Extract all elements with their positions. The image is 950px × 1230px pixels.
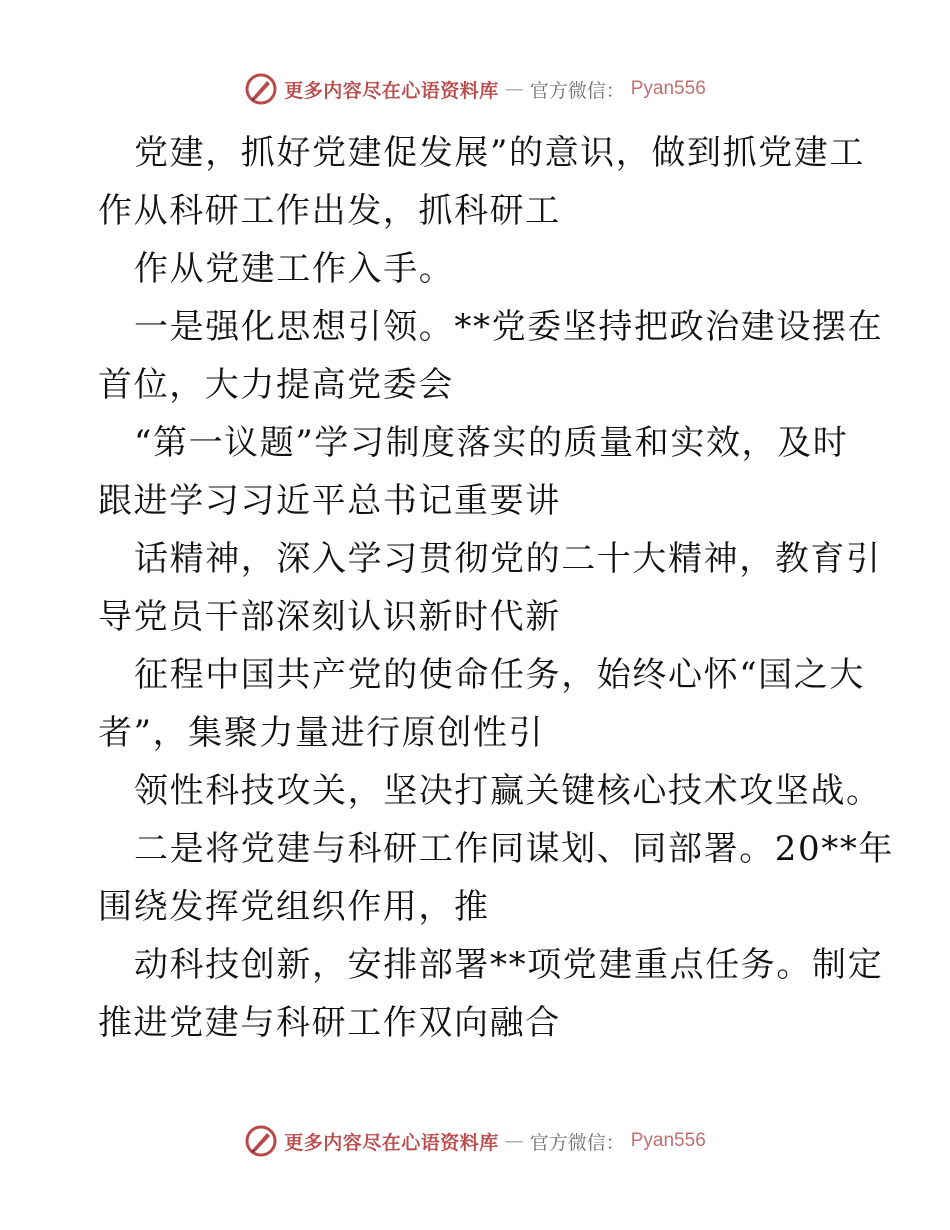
watermark-label: 官方微信： xyxy=(529,79,625,102)
watermark-wechat-id: Pyan556 xyxy=(630,1130,706,1151)
pen-logo-icon xyxy=(244,72,278,106)
body-line: 一是强化思想引领。**党委坚持把政治建设摆在 xyxy=(134,307,884,347)
watermark-text: 更多内容尽在心语资料库 xyxy=(284,79,499,102)
header-watermark xyxy=(0,72,950,106)
body-line: 跟进学习习近平总书记重要讲 xyxy=(98,481,561,521)
body-line: 党建，抓好党建促发展”的意识，做到抓党建工 xyxy=(134,133,865,173)
body-line: “第一议题”学习制度落实的质量和实效，及时 xyxy=(134,423,849,463)
footer-watermark xyxy=(0,1124,950,1158)
body-line: 导党员干部深刻认识新时代新 xyxy=(98,597,561,637)
document-body xyxy=(98,124,895,1052)
watermark-separator: — xyxy=(504,1130,524,1152)
watermark-label: 官方微信： xyxy=(529,1131,625,1154)
body-line: 推进党建与科研工作双向融合 xyxy=(98,1003,561,1043)
body-line: 动科技创新，安排部署**项党建重点任务。制定 xyxy=(134,945,884,985)
body-line: 作从科研工作出发，抓科研工 xyxy=(98,191,561,231)
watermark-text: 更多内容尽在心语资料库 xyxy=(284,1131,499,1154)
body-line: 首位，大力提高党委会 xyxy=(98,365,454,405)
body-line: 征程中国共产党的使命任务，始终心怀“国之大 xyxy=(134,655,865,695)
body-line: 二是将党建与科研工作同谋划、同部署。20**年 xyxy=(134,829,895,869)
watermark-wechat-id: Pyan556 xyxy=(630,78,706,99)
body-line: 作从党建工作入手。 xyxy=(134,249,455,289)
body-line: 者”，集聚力量进行原创性引 xyxy=(98,713,545,753)
body-line: 领性科技攻关，坚决打赢关键核心技术攻坚战。 xyxy=(134,771,882,811)
pen-logo-icon xyxy=(244,1124,278,1158)
watermark-separator: — xyxy=(504,78,524,100)
body-line: 话精神，深入学习贯彻党的二十大精神，教育引 xyxy=(134,539,882,579)
body-line: 围绕发挥党组织作用，推 xyxy=(98,887,490,927)
